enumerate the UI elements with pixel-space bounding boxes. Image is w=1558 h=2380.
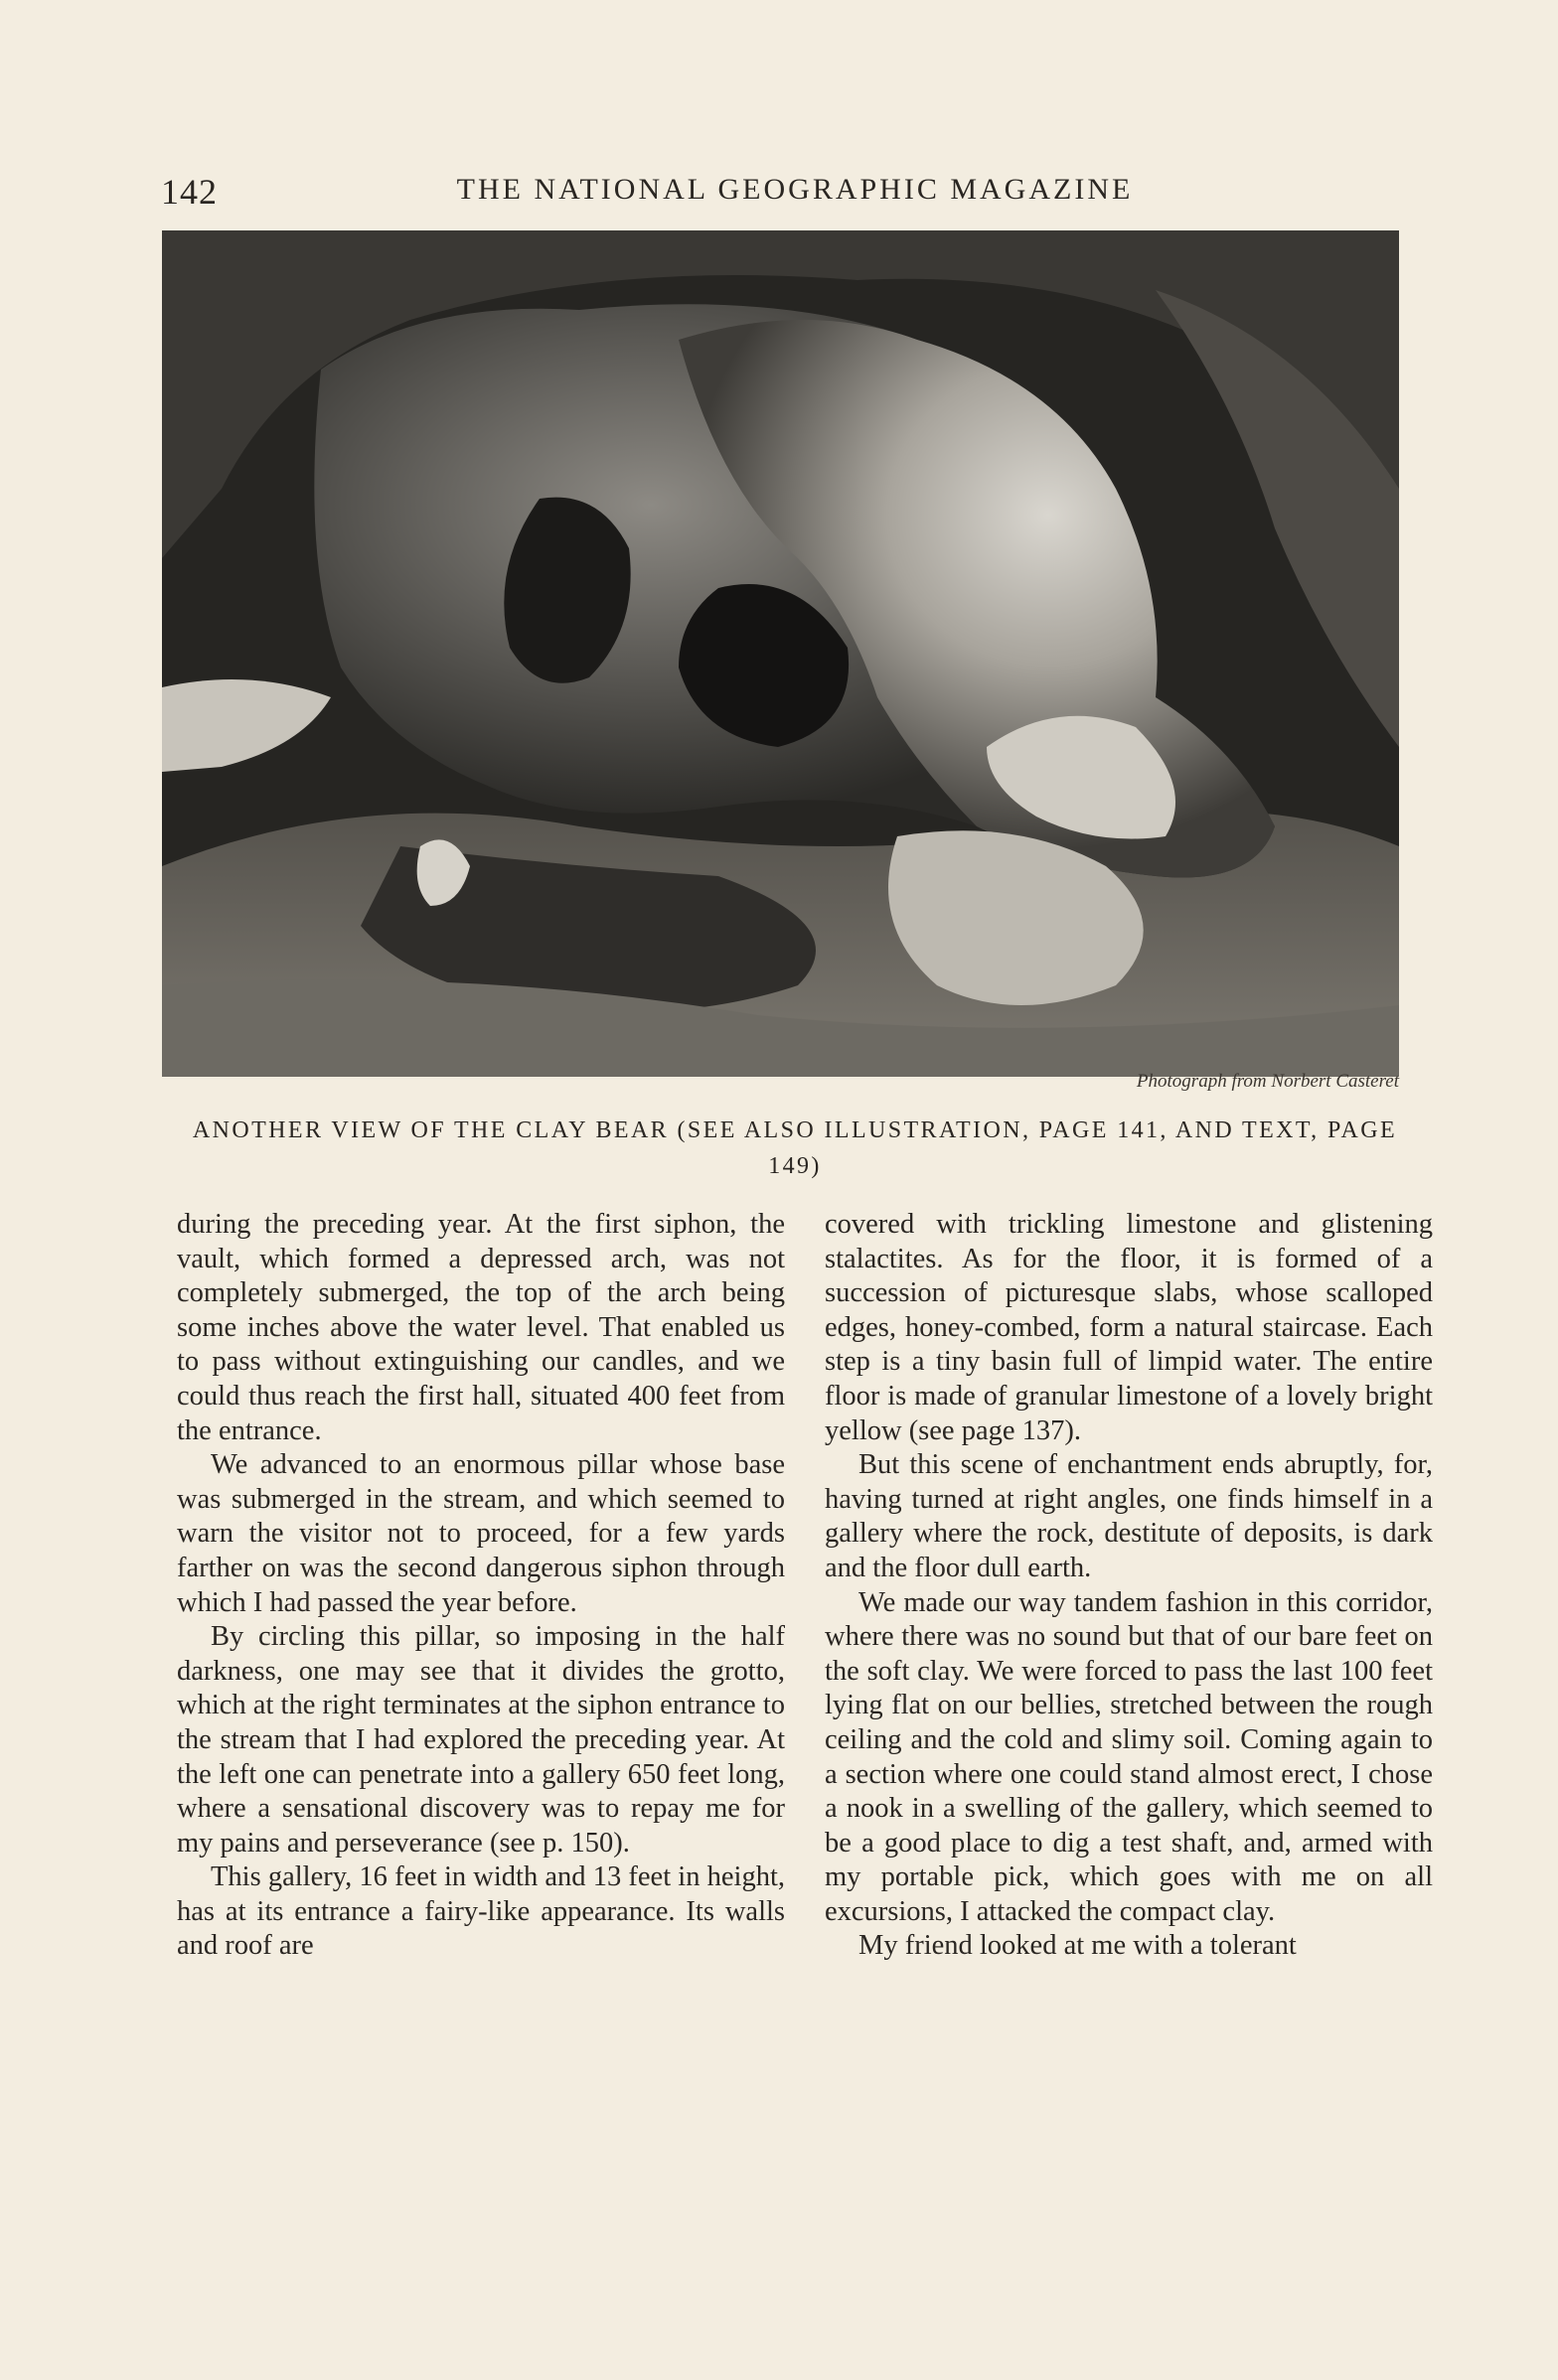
- paragraph: We advanced to an enormous pillar whose base was submerged in the stream, and which seemed to warn the visitor not to proceed, for a few yards farther on was the second dangerous siphon through which I had passed the year before.: [177, 1449, 785, 1618]
- paragraph: during the preceding year. At the first siphon, the vault, which formed a depressed arch, was not completely submerged, the top of the arch being some inches above the water level. That enabled us to pass without extinguishing our candles, and we could thus reach the first hall, situated 400 feet from the entrance.: [177, 1209, 785, 1446]
- paragraph: But this scene of enchantment ends abruptly, for, having turned at right angles, one finds himself in a gallery where the rock, destitute of deposits, is dark and the floor dull earth.: [825, 1449, 1433, 1583]
- cave-photograph: [162, 230, 1399, 1077]
- clay-bear-image: [162, 230, 1399, 1077]
- paragraph: My friend looked at me with a tolerant: [858, 1930, 1297, 1962]
- left-text-column: [177, 1208, 785, 1964]
- figure-caption: ANOTHER VIEW OF THE CLAY BEAR (SEE ALSO ILLUSTRATION, PAGE 141, AND TEXT, PAGE 149): [192, 1117, 1398, 1179]
- right-text-column: [825, 1208, 1433, 1964]
- paragraph: By circling this pillar, so imposing in the half darkness, one may see that it divides the grotto, which at the right terminates at the siphon entrance to the stream that I had explored the preceding year. At the left one can penetrate into a gallery 650 feet long, where a sensational discovery was to repay me for my pains and perseverance (see p. 150).: [177, 1621, 785, 1859]
- photo-credit: Photograph from Norbert Casteret: [1136, 1071, 1399, 1092]
- paragraph: We made our way tandem fashion in this corridor, where there was no sound but that of our bare feet on the soft clay. We were forced to pass the last 100 feet lying flat on our bellies, stretched between the rough ceiling and the cold and slimy soil. Coming again to a section where one could stand almost erect, I chose a nook in a swelling of the gallery, which seemed to be a good place to dig a test shaft, and, armed with my portable pick, which goes with me on all excursions, I attacked the compact clay.: [825, 1586, 1433, 1927]
- paragraph: covered with trickling limestone and glistening stalactites. As for the floor, it is formed of a succession of picturesque slabs, whose scalloped edges, honey-combed, form a natural staircase. Each step is a tiny basin full of limpid water. The entire floor is made of granular limestone of a lovely bright yellow (see page 137).: [825, 1209, 1433, 1446]
- paragraph: This gallery, 16 feet in width and 13 feet in height, has at its entrance a fairy-like appearance. Its walls and roof are: [177, 1861, 785, 1962]
- page-number: 142: [161, 172, 218, 212]
- running-head: THE NATIONAL GEOGRAPHIC MAGAZINE: [456, 173, 1134, 206]
